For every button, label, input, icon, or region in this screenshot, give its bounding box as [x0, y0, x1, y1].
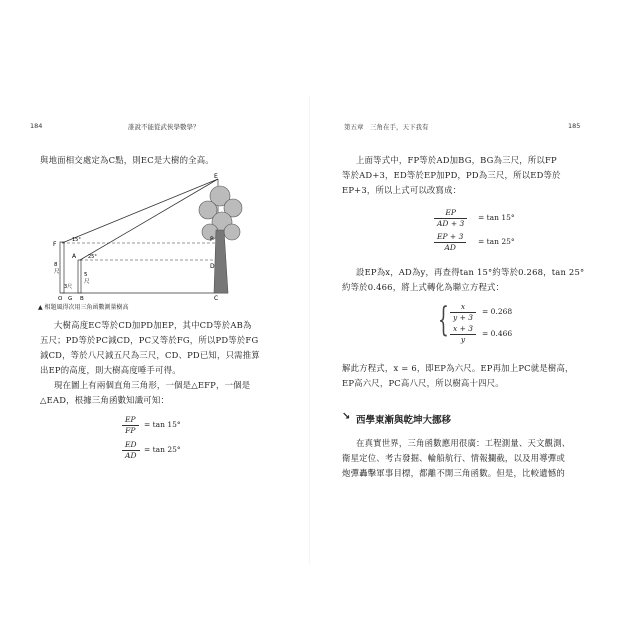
left-para1-line1: 大樹高度EC等於CD加PD加EP，其中CD等於AB為: [54, 320, 252, 330]
left-eq2-fraction: [122, 440, 140, 461]
right-page-number: 185: [568, 122, 581, 130]
system-eq2-num: x + 3: [450, 324, 476, 335]
left-eq2-rhs: = tan 25°: [144, 445, 181, 454]
label-h5: 5: [84, 272, 88, 278]
left-eq1-den: FP: [125, 426, 136, 435]
right-eq1-den: AD + 3: [437, 219, 465, 228]
right-para4-line1: 在真實世界，三角函數應用很廣：工程測量、天文觀測、: [356, 438, 571, 448]
right-para1-line3: EP+3，所以上式可以改寫成：: [342, 185, 462, 195]
label-h8: 8: [54, 262, 58, 268]
section-arrow-icon: ↘: [342, 411, 351, 422]
system-eq2-rhs: = 0.466: [482, 329, 513, 338]
right-para2-line1: 設EP為x，AD為y，再查得tan 15°約等於0.268，tan 25°: [356, 267, 585, 277]
sight-line-FE: [62, 179, 218, 243]
right-eq1-fraction: [434, 208, 467, 229]
right-eq2-fraction: [434, 232, 466, 253]
left-eq2-num: ED: [122, 440, 140, 451]
right-para1-line1: 上面等式中，FP等於AD加BG，BG為三尺，所以FP: [356, 155, 557, 165]
right-eq2-num: EP + 3: [434, 232, 466, 243]
label-h3: 3尺: [64, 284, 73, 290]
system-eq1-num: x: [450, 302, 476, 313]
right-para2-line2: 約等於0.466，將上式轉化為聯立方程式：: [342, 282, 505, 292]
system-eq1-fraction: [450, 302, 476, 323]
left-para1-line2: 五尺；PD等於PC減CD，PC又等於FG，所以PD等於FG: [40, 335, 259, 345]
label-B: B: [80, 296, 84, 300]
label-h5-unit: 尺: [84, 279, 90, 285]
right-eq1-rhs: = tan 15°: [478, 213, 515, 222]
label-E: E: [214, 173, 218, 180]
sight-line-AE: [80, 179, 218, 260]
system-eq2-fraction: [450, 324, 476, 345]
system-eq1-rhs: = 0.268: [482, 307, 513, 316]
label-angle25: 25°: [88, 254, 97, 260]
left-running-title: 誰說不能從武俠學數學？: [128, 123, 200, 131]
label-P: P: [210, 236, 214, 243]
tree-height-figure: [38, 170, 278, 300]
label-G: G: [68, 296, 73, 300]
label-angle15: 15°: [72, 237, 81, 243]
left-page-number: 184: [30, 122, 43, 130]
right-para3-line1: 解此方程式，x = 6，即EP為六尺。EP再加上PC就是樹高，: [342, 363, 574, 373]
left-eq1-rhs: = tan 15°: [144, 420, 181, 429]
label-C: C: [214, 295, 219, 300]
right-para4-line2: 衛星定位、考古發掘、輪船航行、情報攔截，以及用導彈或: [342, 453, 565, 463]
left-para2-line2: △EAD，根據三角函數知識可知：: [40, 395, 170, 405]
right-para4-line3: 炮彈轟擊軍事目標，都離不開三角函數。但是，比較遺憾的: [342, 468, 565, 478]
label-O: O: [58, 296, 63, 300]
label-h8-unit: 尺: [54, 269, 60, 275]
tree: [199, 186, 242, 293]
left-para1-line3: 減CD，等於八尺減五尺為三尺，CD、PD已知，只需推算: [40, 350, 260, 360]
right-para3-line2: EP高六尺，PC高八尺，所以樹高十四尺。: [342, 378, 504, 388]
chapter-title: 第五章 三角在手，天下我有: [344, 123, 429, 131]
right-page: [310, 0, 620, 620]
label-F: F: [53, 241, 57, 248]
system-eq2-den: y: [460, 335, 466, 344]
label-A: A: [72, 253, 77, 260]
left-text-line: 與地面相交處定為C點，則EC是大樹的全高。: [40, 155, 214, 165]
right-para1-line2: 等於AD+3，ED等於EP加PD，PD為三尺，所以ED等於: [342, 170, 561, 180]
system-brace: {: [438, 300, 449, 340]
figure-caption: ▲ 相題風得次用三角函數測量樹高: [38, 304, 129, 311]
left-eq1-fraction: [122, 415, 139, 436]
left-para2-line1: 現在圖上有兩個直角三角形，一個是△EFP，一個是: [54, 380, 251, 390]
right-eq2-den: AD: [444, 243, 456, 252]
left-para1-line4: 出EP的高度，則大樹高度唾手可得。: [40, 365, 181, 375]
left-eq1-num: EP: [122, 415, 139, 426]
section-title: 西學東漸與乾坤大挪移: [356, 415, 452, 426]
left-eq2-den: AD: [125, 451, 137, 460]
right-eq2-rhs: = tan 25°: [478, 237, 515, 246]
label-D: D: [210, 263, 215, 270]
right-eq1-num: EP: [434, 208, 467, 219]
observer-pole-short: [78, 260, 81, 293]
system-eq1-den: y + 3: [453, 313, 474, 322]
